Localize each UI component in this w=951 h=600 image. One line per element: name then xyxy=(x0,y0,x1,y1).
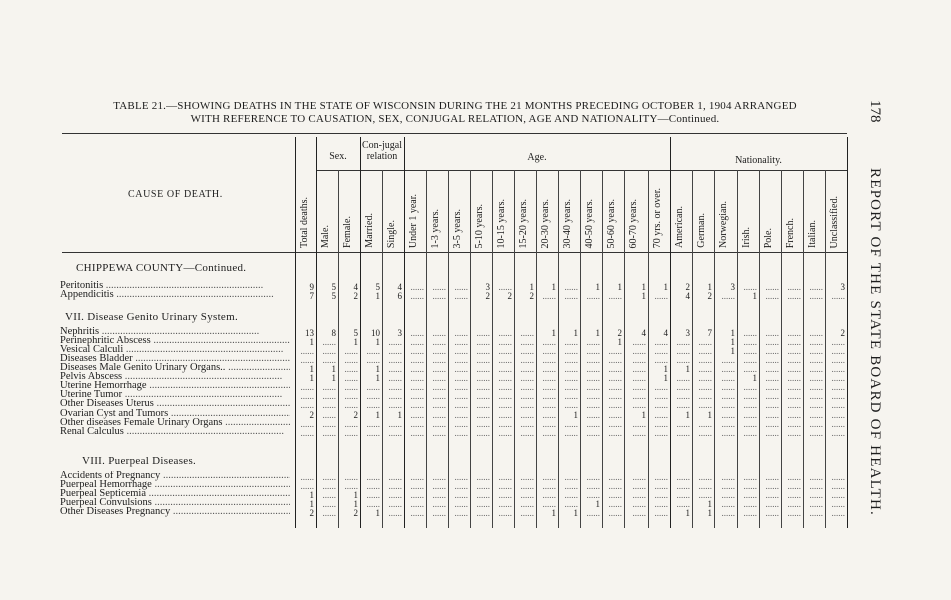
table-cell: 2 xyxy=(529,291,534,301)
table-cell: 1 xyxy=(663,373,668,383)
table-cell: 1 xyxy=(331,364,336,374)
table-cell xyxy=(782,291,801,301)
table-cell xyxy=(515,428,534,438)
table-cell xyxy=(581,508,600,518)
table-cell xyxy=(317,400,336,410)
column-header: American. xyxy=(674,206,685,248)
table-cell: 1 xyxy=(397,410,402,420)
table-cell: 1 xyxy=(551,328,556,338)
table-cell xyxy=(782,508,801,518)
table-cell xyxy=(361,428,380,438)
table-cell: 1 xyxy=(752,373,757,383)
column-rule xyxy=(847,137,848,528)
table-cell: 1 xyxy=(663,364,668,374)
table-cell: 7 xyxy=(309,291,314,301)
table-cell: 1 xyxy=(595,328,600,338)
table-cell xyxy=(760,291,779,301)
table-cell xyxy=(515,400,534,410)
table-cell xyxy=(471,428,490,438)
row-label: Puerpeal Septicemia ..... xyxy=(60,489,290,499)
column-header: 10-15 years. xyxy=(496,198,507,248)
table-cell xyxy=(537,291,556,301)
row-label: Ovarian Cyst and Tumors ..... xyxy=(60,409,290,419)
table-cell: 4 xyxy=(641,328,646,338)
column-header: 3-5 years. xyxy=(452,208,463,248)
table-cell xyxy=(715,508,735,518)
table-cell: 2 xyxy=(309,410,314,420)
table-cell xyxy=(760,400,779,410)
table-cell: 5 xyxy=(353,328,358,338)
column-header: 50-60 years. xyxy=(606,198,617,248)
table-cell: 1 xyxy=(730,337,735,347)
table-cell xyxy=(738,428,757,438)
table-cell xyxy=(383,508,402,518)
table-cell: 2 xyxy=(353,291,358,301)
sex-header: Sex. xyxy=(329,151,347,162)
table-cell xyxy=(671,428,690,438)
table-cell xyxy=(715,428,735,438)
table-cell xyxy=(427,508,446,518)
table-cell: 2 xyxy=(707,291,712,301)
table-cell: 3 xyxy=(397,328,402,338)
column-header: Unclassified. xyxy=(829,195,840,248)
column-header: Married. xyxy=(364,213,375,248)
row-label: Other diseases Female Urinary Organs ..... xyxy=(60,418,290,428)
column-header: French. xyxy=(785,217,796,248)
table-cell xyxy=(649,400,668,410)
table-cell xyxy=(493,428,512,438)
table-cell xyxy=(826,291,845,301)
table-cell xyxy=(449,291,468,301)
table-cell xyxy=(559,291,578,301)
table-cell: 3 xyxy=(485,282,490,292)
page-number: 178 xyxy=(867,100,883,123)
row-label: Other Diseases Uterus ..... xyxy=(60,399,290,409)
table-cell xyxy=(317,428,336,438)
table-cell xyxy=(296,400,314,410)
table-cell: 4 xyxy=(685,291,690,301)
table-cell xyxy=(339,400,358,410)
table-cell xyxy=(405,508,424,518)
table-cell xyxy=(603,291,622,301)
table-cell: 3 xyxy=(840,282,845,292)
row-label: Uterine Hemorrhage ..... xyxy=(60,381,290,391)
table-cell xyxy=(427,291,446,301)
row-label: Peritonitis ..... xyxy=(60,281,290,291)
table-cell xyxy=(738,508,757,518)
side-running-title: REPORT OF THE STATE BOARD OF HEALTH. xyxy=(867,168,883,516)
table-cell xyxy=(427,400,446,410)
table-cell xyxy=(693,428,712,438)
table-cell: 1 xyxy=(707,499,712,509)
column-header: Italian. xyxy=(807,219,818,248)
table-cell: 1 xyxy=(641,282,646,292)
table-cell xyxy=(782,428,801,438)
table-cell: 1 xyxy=(331,373,336,383)
table-cell: 5 xyxy=(375,282,380,292)
table-cell xyxy=(826,428,845,438)
table-cell: 1 xyxy=(641,291,646,301)
row-label: Vesical Calculi ..... xyxy=(60,345,290,355)
table-cell: 1 xyxy=(529,282,534,292)
row-label: Diseases Bladder ..... xyxy=(60,354,290,364)
title-line-2: WITH REFERENCE TO CAUSATION, SEX, CONJUGAL RELATION, AGE AND NATIONALITY—Continued. xyxy=(190,113,720,125)
table-cell: 4 xyxy=(397,282,402,292)
table-cell xyxy=(471,508,490,518)
column-header: 60-70 years. xyxy=(628,198,639,248)
table-cell: 1 xyxy=(375,364,380,374)
column-header: Pole. xyxy=(763,227,774,248)
table-cell xyxy=(581,428,600,438)
table-cell xyxy=(471,400,490,410)
row-label: Perinephritic Abscess ..... xyxy=(60,336,290,346)
table-cell xyxy=(804,400,823,410)
table-cell: 1 xyxy=(685,410,690,420)
table-cell: 2 xyxy=(309,508,314,518)
column-header: Under 1 year. xyxy=(408,193,419,248)
table-cell: 1 xyxy=(353,499,358,509)
table-cell: 1 xyxy=(707,410,712,420)
row-label: Accidents of Pregnancy ..... xyxy=(60,471,290,481)
table-cell: 1 xyxy=(707,508,712,518)
table-cell xyxy=(603,400,622,410)
table-cell: 1 xyxy=(353,490,358,500)
table-cell: 1 xyxy=(309,337,314,347)
table-cell: 1 xyxy=(375,508,380,518)
title-line-1: TABLE 21.—SHOWING DEATHS IN THE STATE OF WISCONSIN DURING THE 21 MONTHS PRECEDING OCTOBER 1, 1904 ARRANGED xyxy=(113,100,797,112)
table-cell: 2 xyxy=(485,291,490,301)
table-cell xyxy=(671,400,690,410)
table-cell xyxy=(383,400,402,410)
table-cell: 1 xyxy=(375,337,380,347)
table-cell xyxy=(493,400,512,410)
column-header: 5-10 years. xyxy=(474,203,485,248)
table-cell: 1 xyxy=(595,499,600,509)
section-title: VIII. Puerpeal Diseases. xyxy=(82,455,197,467)
table-cell xyxy=(738,400,757,410)
table-cell: 1 xyxy=(551,282,556,292)
row-label: Puerpeal Convulsions ..... xyxy=(60,498,290,508)
table-cell xyxy=(317,508,336,518)
table-cell xyxy=(537,400,556,410)
table-cell xyxy=(581,291,600,301)
table-cell xyxy=(427,428,446,438)
table-cell: 1 xyxy=(573,410,578,420)
table-cell xyxy=(715,291,735,301)
nationality-header: Nationality. xyxy=(735,155,782,166)
table-cell: 5 xyxy=(331,282,336,292)
table-cell: 1 xyxy=(309,499,314,509)
table-cell xyxy=(449,400,468,410)
table-cell: 1 xyxy=(617,337,622,347)
table-cell: 1 xyxy=(730,346,735,356)
row-label: Uterine Tumor ..... xyxy=(60,390,290,400)
table-cell xyxy=(804,291,823,301)
column-header: Single. xyxy=(386,219,397,248)
table-cell xyxy=(559,400,578,410)
row-label: Puerpeal Hemorrhage ..... xyxy=(60,480,290,490)
column-header: 15-20 years. xyxy=(518,198,529,248)
table-cell: 1 xyxy=(663,282,668,292)
table-cell xyxy=(405,400,424,410)
table-cell: 1 xyxy=(353,337,358,347)
table-cell: 1 xyxy=(685,364,690,374)
cause-of-death-header: CAUSE OF DEATH. xyxy=(128,189,223,200)
column-header: Female. xyxy=(342,216,353,248)
table-cell: 6 xyxy=(397,291,402,301)
table-cell: 2 xyxy=(353,508,358,518)
table-cell: 9 xyxy=(309,282,314,292)
table-cell xyxy=(405,291,424,301)
table-cell: 2 xyxy=(685,282,690,292)
table-cell: 1 xyxy=(685,508,690,518)
column-header: 1-3 years. xyxy=(430,208,441,248)
table-cell: 4 xyxy=(353,282,358,292)
table-cell xyxy=(361,400,380,410)
table-cell xyxy=(760,508,779,518)
table-cell: 5 xyxy=(331,291,336,301)
section-title: CHIPPEWA COUNTY—Continued. xyxy=(76,262,247,274)
table-cell xyxy=(449,508,468,518)
table-cell: 7 xyxy=(707,328,712,338)
table-cell: 1 xyxy=(573,508,578,518)
table-cell xyxy=(383,428,402,438)
table-cell: 2 xyxy=(353,410,358,420)
conjugal-header: Con-jugal relation xyxy=(362,140,402,162)
column-header: 20-30 years. xyxy=(540,198,551,248)
table-cell xyxy=(603,508,622,518)
table-cell xyxy=(649,428,668,438)
table-cell: 2 xyxy=(507,291,512,301)
column-header: Norwegian. xyxy=(718,201,729,248)
row-label: Pelvis Abscess ..... xyxy=(60,372,290,382)
column-header: 40-50 years. xyxy=(584,198,595,248)
table-cell: 1 xyxy=(595,282,600,292)
column-header: Total deaths. xyxy=(299,197,310,248)
table-cell: 1 xyxy=(573,328,578,338)
row-label: Appendicitis ..... xyxy=(60,290,290,300)
column-header: Male. xyxy=(320,224,331,248)
table-cell: 13 xyxy=(305,328,314,338)
table-cell: 1 xyxy=(375,410,380,420)
table-cell: 1 xyxy=(752,291,757,301)
table-top-rule xyxy=(62,133,847,134)
table-cell: 1 xyxy=(375,291,380,301)
table-cell: 1 xyxy=(707,282,712,292)
table-cell xyxy=(625,508,646,518)
table-cell xyxy=(339,428,358,438)
table-cell: 1 xyxy=(309,364,314,374)
table-cell: 2 xyxy=(840,328,845,338)
header-bottom-rule xyxy=(62,252,847,253)
table-cell: 2 xyxy=(617,328,622,338)
table-cell xyxy=(296,428,314,438)
table-cell xyxy=(581,400,600,410)
table-cell: 8 xyxy=(331,328,336,338)
table-cell: 1 xyxy=(551,508,556,518)
table-cell xyxy=(405,428,424,438)
column-header: Irish. xyxy=(741,227,752,248)
table-cell xyxy=(603,428,622,438)
age-group-rule xyxy=(404,170,670,171)
column-header: 70 yrs. or over. xyxy=(652,187,663,248)
table-cell xyxy=(493,508,512,518)
table-cell xyxy=(649,508,668,518)
table-cell: 3 xyxy=(685,328,690,338)
section-title: VII. Disease Genito Urinary System. xyxy=(65,311,239,323)
row-label: Nephritis ..... xyxy=(60,327,290,337)
table-cell xyxy=(693,400,712,410)
table-cell xyxy=(826,508,845,518)
table-cell xyxy=(826,400,845,410)
row-label: Renal Calculus ..... xyxy=(60,427,290,437)
table-cell: 4 xyxy=(663,328,668,338)
row-label: Other Diseases Pregnancy ..... xyxy=(60,507,290,517)
column-header: German. xyxy=(696,213,707,248)
table-cell xyxy=(559,428,578,438)
table-cell xyxy=(760,428,779,438)
table-cell: 3 xyxy=(730,282,735,292)
table-cell xyxy=(782,400,801,410)
table-cell: 1 xyxy=(309,490,314,500)
table-cell: 10 xyxy=(371,328,380,338)
table-cell: 1 xyxy=(617,282,622,292)
table-cell xyxy=(449,428,468,438)
table-cell xyxy=(649,291,668,301)
page-title xyxy=(60,100,850,126)
table-cell: 1 xyxy=(309,373,314,383)
table-cell: 1 xyxy=(641,410,646,420)
table-cell xyxy=(625,428,646,438)
table-cell xyxy=(804,508,823,518)
table-cell xyxy=(515,508,534,518)
column-header: 30-40 years. xyxy=(562,198,573,248)
table-cell xyxy=(804,428,823,438)
age-header: Age. xyxy=(527,152,547,163)
table-cell: 1 xyxy=(730,328,735,338)
table-cell xyxy=(625,400,646,410)
table-cell xyxy=(715,400,735,410)
row-label: Diseases Male Genito Urinary Organs.. ..... xyxy=(60,363,290,373)
table-cell xyxy=(537,428,556,438)
table-cell: 1 xyxy=(375,373,380,383)
